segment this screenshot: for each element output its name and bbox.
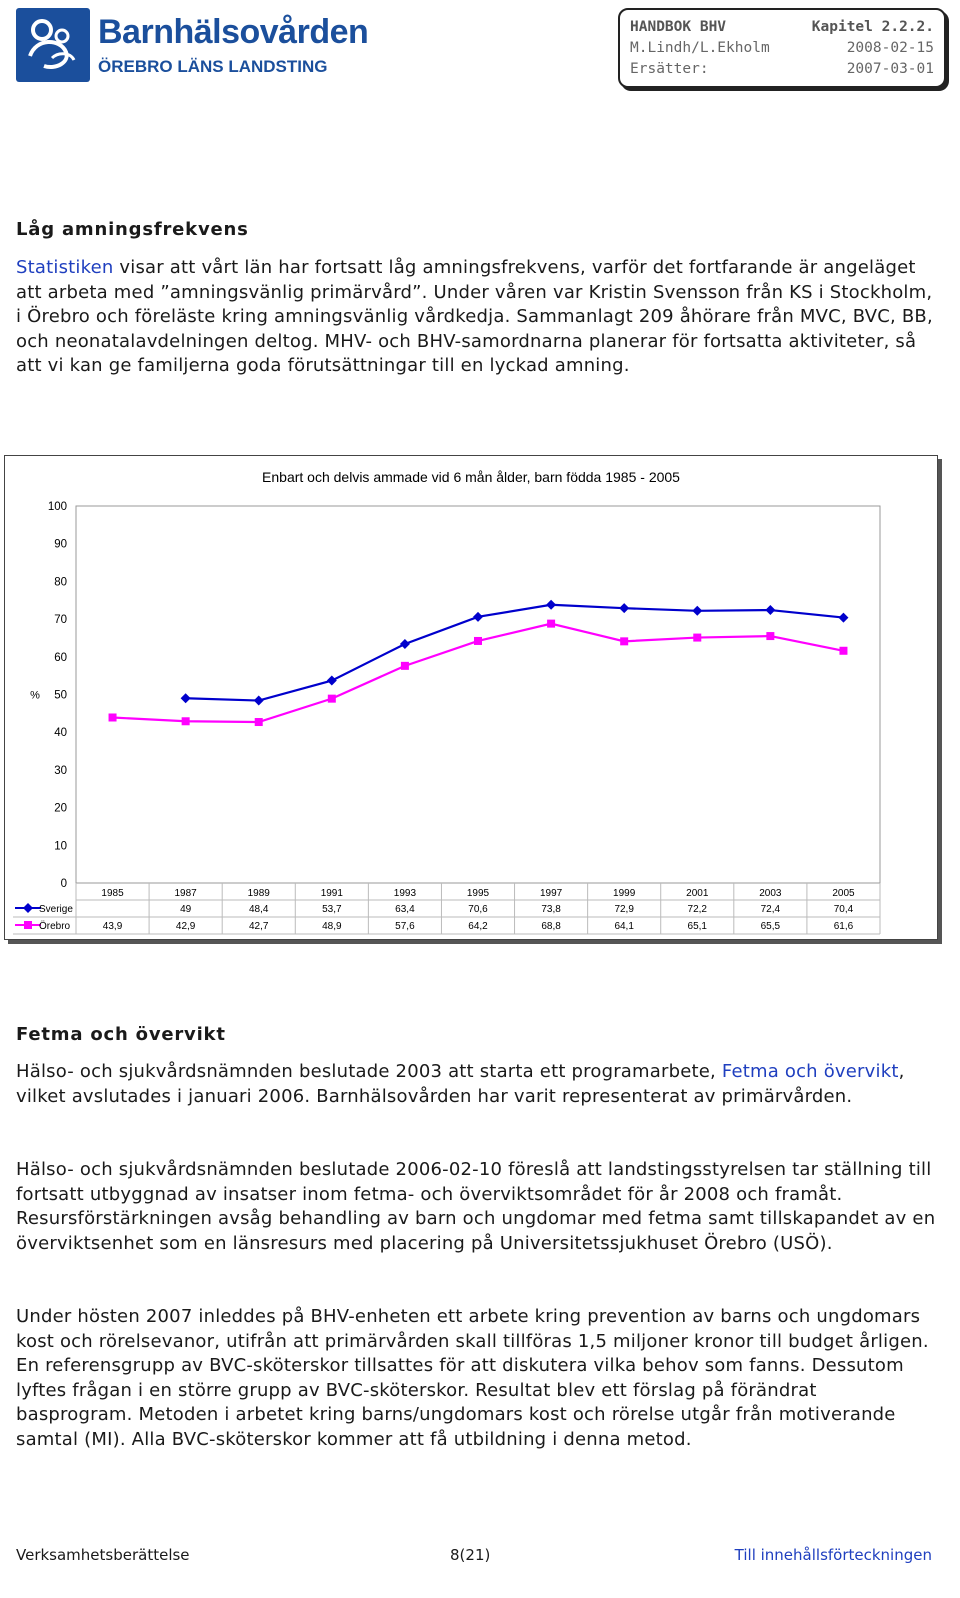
legend-marker [24, 921, 32, 929]
data-label: 48,4 [248, 904, 269, 915]
chapter-label: Kapitel 2.2.2. [811, 19, 934, 35]
paragraph-low-breastfeeding [16, 256, 936, 379]
data-point [620, 637, 628, 645]
data-label: 70,4 [833, 904, 854, 915]
data-label: 42,9 [175, 921, 196, 932]
data-label: 72,2 [687, 904, 708, 915]
authors: M.Lindh/L.Ekholm [630, 40, 770, 56]
x-tick-label: 1989 [247, 888, 270, 899]
barnhalsovarden-logo-icon [16, 8, 90, 82]
data-label: 68,8 [541, 921, 561, 932]
data-point [328, 695, 336, 703]
data-label: 65,5 [760, 921, 781, 932]
data-point [693, 634, 701, 642]
data-label: 57,6 [395, 921, 415, 932]
legend-marker [23, 903, 33, 913]
y-tick-label: 100 [47, 501, 67, 513]
data-point [839, 647, 847, 655]
logo [16, 8, 368, 82]
y-axis-label: % [30, 689, 40, 702]
x-tick-label: 2001 [686, 888, 709, 899]
y-tick-label: 0 [60, 878, 67, 890]
data-label: 65,1 [687, 921, 708, 932]
breastfeeding-chart [4, 455, 938, 940]
y-tick-label: 20 [54, 802, 67, 815]
data-point [474, 637, 482, 645]
y-tick-label: 60 [54, 651, 67, 664]
table-of-contents-link[interactable]: Till innehållsförteckningen [734, 1546, 932, 1564]
data-point [109, 713, 117, 721]
data-point [547, 620, 555, 628]
chart-canvas [5, 456, 937, 939]
x-tick-label: 1997 [539, 888, 563, 899]
plot-area [76, 506, 880, 883]
data-label: 72,9 [614, 904, 634, 915]
handbook-label: HANDBOK BHV [630, 19, 727, 35]
y-tick-label: 90 [54, 538, 67, 551]
y-tick-label: 40 [54, 727, 67, 740]
data-label: 72,4 [760, 904, 781, 915]
legend-label: Sverige [39, 904, 73, 915]
heading-low-breastfeeding: Låg amningsfrekvens [16, 219, 249, 240]
x-tick-label: 2005 [832, 888, 855, 899]
logo-subtitle: ÖREBRO LÄNS LANDSTING [98, 57, 328, 76]
y-tick-label: 50 [54, 689, 67, 702]
x-tick-label: 1993 [393, 888, 417, 899]
paragraph-text: Hälso- och sjukvårdsnämnden beslutade 2003 att starta ett programarbete, [16, 1061, 722, 1082]
data-point [255, 718, 263, 726]
data-label: 61,6 [833, 921, 854, 932]
data-label: 64,2 [468, 921, 488, 932]
data-label: 43,9 [102, 921, 123, 932]
x-tick-label: 1995 [466, 888, 490, 899]
x-tick-label: 1985 [101, 888, 124, 899]
data-label: 42,7 [248, 921, 269, 932]
paragraph-obesity-3: Under hösten 2007 inleddes på BHV-enheten ett arbete kring prevention av barns och ungdomars kost och rörelsevanor, utifrån att primärvården skall tillföras 1,5 miljoner kronor till budget årligen. En referensgrupp av BVC-sköterskor tillsattes för att diskutera vilka behov som fanns. Dessutom lyftes frågan i en större grupp av BVC-sköterskor. Resultat blev ett förslag på förändrat basprogram. Metoden i arbetet kring barns/ungdomars kost och rörelse utgår från motiverande samtal (MI). Alla BVC-sköterskor kommer att få utbildning i denna metod. [16, 1306, 929, 1450]
legend-label: Örebro [39, 921, 71, 932]
data-label: 64,1 [614, 921, 634, 932]
data-point [401, 662, 409, 670]
date: 2008-02-15 [846, 40, 934, 56]
paragraph-text: , vilket avslutades i januari 2006. Barnhälsovården har varit representerat av primärvården. [16, 1061, 905, 1107]
statistics-link[interactable]: Statistiken [16, 257, 114, 278]
y-tick-label: 30 [54, 764, 67, 777]
data-label: 63,4 [395, 904, 415, 915]
y-tick-label: 70 [54, 614, 67, 627]
heading-obesity: Fetma och övervikt [16, 1024, 226, 1045]
y-tick-label: 80 [54, 576, 67, 589]
x-tick-label: 2003 [759, 888, 782, 899]
y-tick-label: 10 [54, 840, 67, 853]
data-point [182, 717, 190, 725]
x-tick-label: 1991 [320, 888, 343, 899]
page-footer [16, 1546, 936, 1566]
paragraph-text: visar att vårt län har fortsatt låg amningsfrekvens, varför det fortfarande är angeläget att arbeta med ”amningsvänlig primärvård”. Under våren var Kristin Svensson från KS i Stockholm, i Örebro och föreläste kring amningsvänlig vårdkedja. Sammanlagt 209 åhörare från MVC, BVC, BB, och neonatalavdelningen deltog. MHV- och BHV-samordnarna planerar för fortsatta aktiviteter, så att vi kan ge familjerna goda förutsättningar till en lyckad amning. [16, 257, 933, 377]
page-number: 8(21) [450, 1546, 491, 1564]
chart-title: Enbart och delvis ammade vid 6 mån ålder, barn födda 1985 - 2005 [262, 469, 680, 485]
data-label: 70,6 [468, 904, 488, 915]
logo-title: Barnhälsovården [98, 13, 369, 51]
data-label: 49 [180, 904, 192, 915]
paragraph-obesity-1 [16, 1060, 936, 1109]
paragraph-obesity-2: Hälso- och sjukvårdsnämnden beslutade 2006-02-10 föreslå att landstingsstyrelsen tar ställning till fortsatt utbyggnad av insatser inom fetma- och överviktsområdet för år 2008 och framåt. Resursförstärkningen avsåg behandling av barn och ungdomar med fetma samt tillskapandet av en överviktsenhet som en länsresurs med placering på Universitetssjukhuset Örebro (USÖ). [16, 1159, 936, 1254]
data-point [766, 632, 774, 640]
data-label: 48,9 [322, 921, 342, 932]
replaces-date: 2007-03-01 [846, 61, 934, 77]
replaces-label: Ersätter: [630, 61, 709, 77]
x-tick-label: 1999 [613, 888, 636, 899]
data-label: 53,7 [322, 904, 342, 915]
footer-document-name: Verksamhetsberättelse [16, 1546, 190, 1564]
document-info-box [618, 8, 946, 88]
x-tick-label: 1987 [174, 888, 197, 899]
obesity-program-link[interactable]: Fetma och övervikt [721, 1061, 899, 1082]
data-label: 73,8 [541, 904, 561, 915]
